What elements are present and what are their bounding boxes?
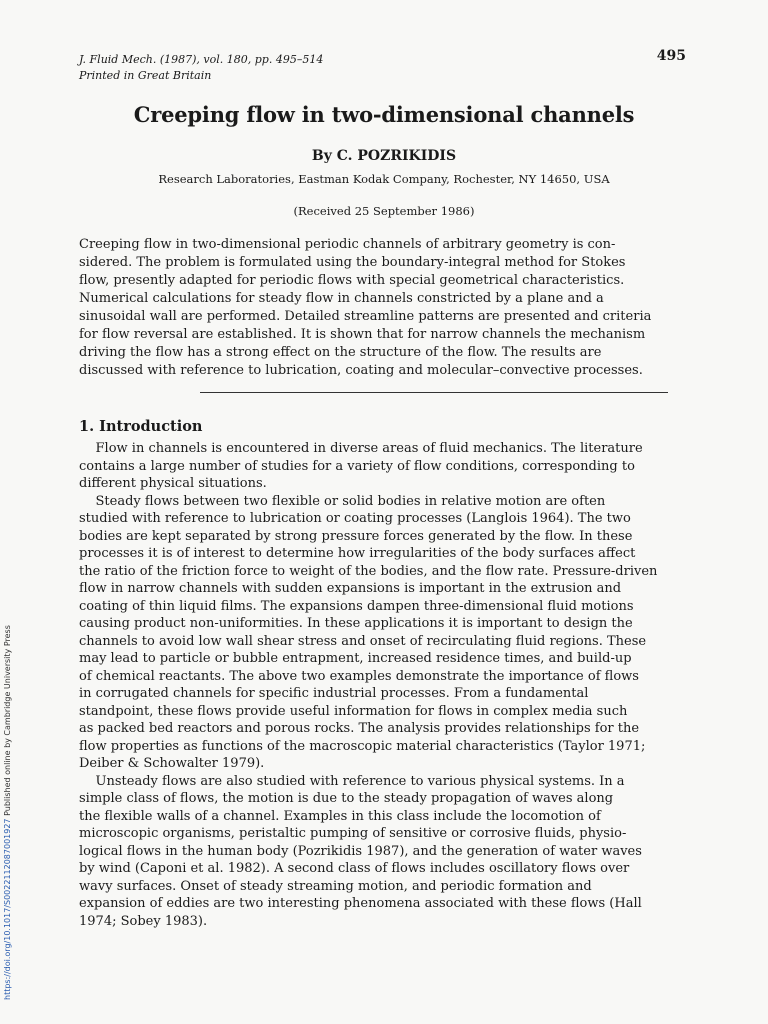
body-line: logical flows in the human body (Pozrikidis 1987), and the generation of water waves [79,843,642,859]
body-line: the flexible walls of a channel. Examples in this class include the locomotion of [79,808,601,824]
paper-title: Creeping flow in two-dimensional channels [133,102,635,127]
abstract-line: Numerical calculations for steady flow in channels constricted by a plane and a [79,291,604,306]
page-number: 495 [656,48,686,64]
abstract-line: Creeping flow in two-dimensional periodic channels of arbitrary geometry is con- [79,237,616,252]
abstract [79,236,689,380]
body-line: expansion of eddies are two interesting phenomena associated with these flows (Hall [79,896,642,911]
body-line: Deiber & Schowalter 1979). [79,756,265,771]
body-line: flow in narrow channels with sudden expansions is important in the extrusion and [79,581,622,596]
abstract-line: sinusoidal wall are performed. Detailed streamline patterns are presented and criteria [79,309,652,324]
section-heading: 1. Introduction [79,418,203,435]
body-line: microscopic organisms, peristaltic pumping of sensitive or corrosive fluids, physio- [79,826,627,841]
body-line: 1974; Sobey 1983). [79,913,208,929]
body-line: Unsteady flows are also studied with reference to various physical systems. In a [79,773,625,789]
section-body [79,440,689,930]
body-line: channels to avoid low wall shear stress and onset of recirculating fluid regions. These [79,633,647,649]
body-line: as packed bed reactors and porous rocks. The analysis provides relationships for the [79,721,640,736]
body-line: standpoint, these flows provide useful information for flows in complex media such [79,703,628,719]
body-line: different physical situations. [79,476,267,491]
body-line: of chemical reactants. The above two examples demonstrate the importance of flows [79,668,639,684]
author: By C. POZRIKIDIS [311,148,457,164]
citation-line: J. Fluid Mech. (1987), vol. 180, pp. 495–514 [79,53,324,66]
body-line: flow properties as functions of the macroscopic material characteristics (Taylor 1971; [79,738,646,754]
affiliation: Research Laboratories, Eastman Kodak Company, Rochester, NY 14650, USA [158,172,610,186]
body-line: causing product non-uniformities. In these applications it is important to design the [79,616,633,631]
body-line: may lead to particle or bubble entrapment, increased residence times, and build-up [79,651,632,666]
body-line: contains a large number of studies for a variety of flow conditions, corresponding to [79,458,635,474]
body-line: processes it is of interest to determine how irregularities of the body surfaces affect [79,546,636,561]
abstract-line: sidered. The problem is formulated using the boundary-integral method for Stokes [79,255,626,270]
body-line: bodies are kept separated by strong pressure forces generated by the flow. In these [79,528,633,544]
abstract-divider [200,392,668,393]
received-date: (Received 25 September 1986) [293,204,475,218]
abstract-line: flow, presently adapted for periodic flows with special geometrical characteristics. [79,273,625,288]
abstract-line: discussed with reference to lubrication, coating and molecular–convective processes. [79,363,643,378]
body-line: the ratio of the friction force to weight of the bodies, and the flow rate. Pressure-driven [79,563,658,579]
body-line: wavy surfaces. Onset of steady streaming motion, and periodic formation and [79,878,592,894]
body-line: simple class of flows, the motion is due to the steady propagation of waves along [79,791,614,806]
abstract-line: for flow reversal are established. It is shown that for narrow channels the mechanism [79,327,646,342]
publisher-note: Published online by Cambridge University Press [3,625,12,819]
body-line: coating of thin liquid films. The expansions dampen three-dimensional fluid motions [79,598,634,614]
doi-sidebar [3,625,12,1000]
abstract-line: driving the flow has a strong effect on the structure of the flow. The results are [79,345,602,360]
journal-citation [79,52,323,84]
doi-link[interactable]: https://doi.org/10.1017/S0022112087001927 [3,818,12,1000]
body-line: in corrugated channels for specific industrial processes. From a fundamental [79,686,589,701]
body-line: studied with reference to lubrication or coating processes (Langlois 1964). The two [79,511,631,526]
citation-line: Printed in Great Britain [79,69,212,82]
body-line: by wind (Caponi et al. 1982). A second class of flows includes oscillatory flows over [79,861,630,876]
body-line: Steady flows between two flexible or solid bodies in relative motion are often [79,493,606,509]
body-line: Flow in channels is encountered in diverse areas of fluid mechanics. The literature [79,441,643,456]
